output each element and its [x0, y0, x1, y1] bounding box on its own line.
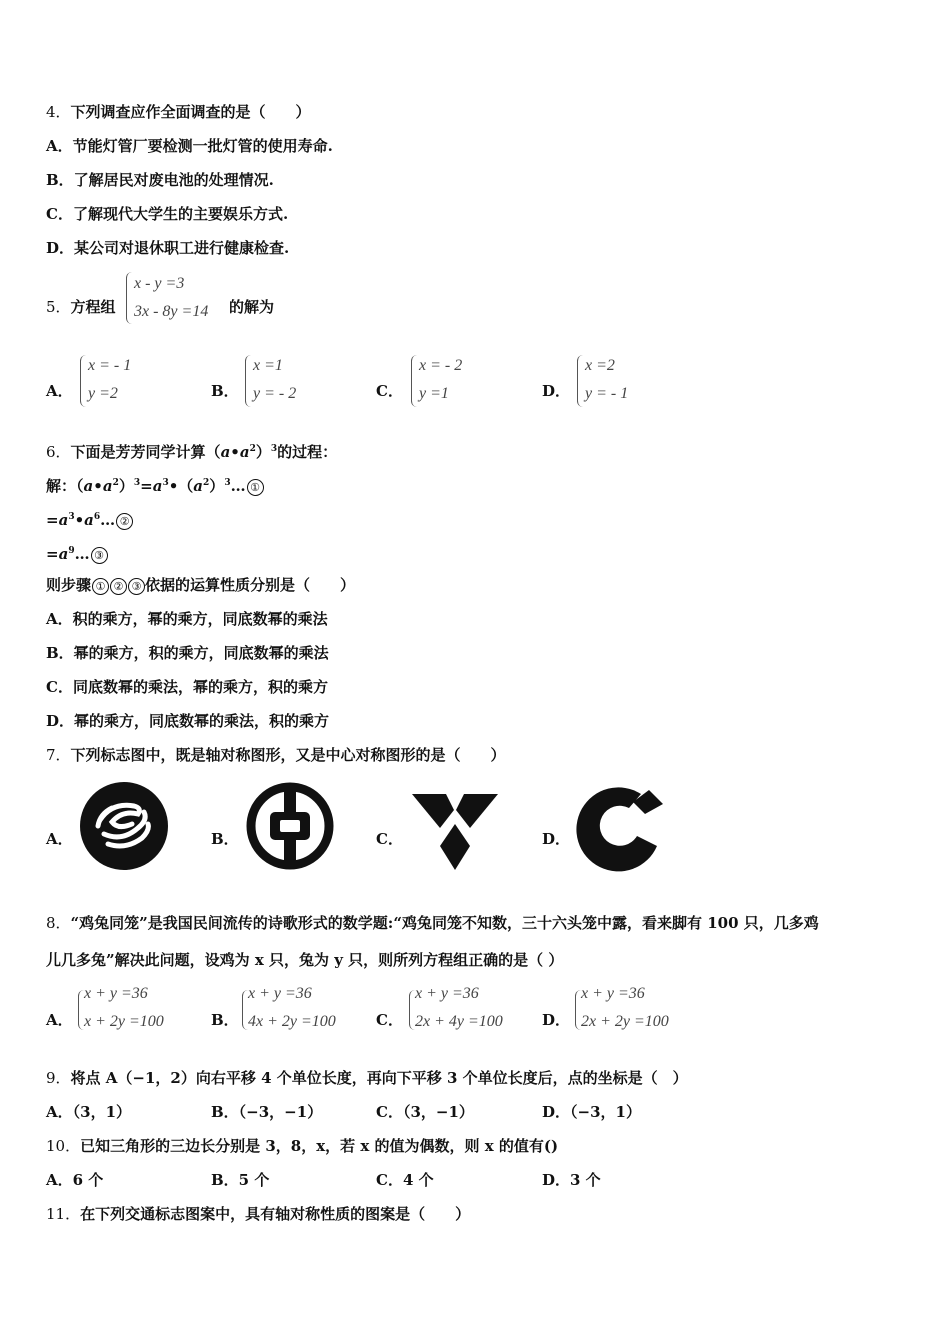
q6-step3-post: … — [74, 545, 90, 563]
q4-option-b: B．了解居民对废电池的处理情况. — [46, 171, 274, 189]
circled-3: ③ — [91, 547, 108, 564]
circled-2: ② — [116, 513, 133, 530]
q10-option-b: B．5 个 — [211, 1171, 270, 1189]
q4-option-a: A．节能灯管厂要检测一批灯管的使用寿命. — [46, 137, 333, 155]
q9-stem-text: 将点 A（−1，2）向右平移 4 个单位长度，再向下平移 3 个单位长度后，点的坐标是（ ） — [70, 1069, 688, 1087]
q7-option-d-letter: D． — [542, 830, 571, 848]
q6-ask — [46, 575, 355, 595]
q5-d-x: x =2 — [585, 357, 615, 374]
circled-2-ref: ② — [110, 578, 127, 595]
q6-step3-pre: = — [46, 545, 59, 563]
q5-option-b-system — [245, 352, 296, 408]
q4-stem — [46, 102, 311, 122]
q10-number: 10． — [46, 1137, 81, 1155]
circled-1-ref: ① — [92, 578, 109, 595]
china-mobile-logo — [78, 780, 170, 872]
q8-a-eq2: x + 2y =100 — [84, 1013, 164, 1030]
q4-option-c: C．了解现代大学生的主要娱乐方式. — [46, 205, 289, 223]
q5-d-y: y = - 1 — [585, 385, 629, 402]
q10-stem-text: 已知三角形的三边长分别是 3，8，x，若 x 的值为偶数，则 x 的值有() — [80, 1137, 559, 1155]
q5-stem-pre: 方程组 — [70, 298, 116, 316]
q5-option-a-letter: A． — [46, 382, 73, 400]
q8-d-eq2: 2x + 2y =100 — [581, 1013, 669, 1030]
q9-option-c: C．（3，−1） — [376, 1103, 474, 1121]
q6-option-b: B．幂的乘方，积的乘方，同底数幂的乘法 — [46, 644, 329, 662]
construction-bank-logo — [573, 780, 665, 872]
q5-b-x: x =1 — [253, 357, 283, 374]
q6-step2-pre: = — [46, 511, 59, 529]
q5-stem-post: 的解为 — [229, 298, 275, 316]
q8-option-b-system — [240, 980, 336, 1036]
q5-option-d-system — [577, 352, 628, 408]
q8-line1-text: “鸡兔同笼”是我国民间流传的诗歌形式的数学题:“鸡兔同笼不知数，三十六头笼中露，看来脚有 100 只，几多鸡 — [70, 914, 819, 932]
q5-option-c-letter: C． — [376, 382, 403, 400]
q6-option-a: A．积的乘方，幂的乘方，同底数幂的乘法 — [46, 610, 328, 628]
q5-b-y: y = - 2 — [253, 385, 297, 402]
q5-c-x: x = - 2 — [419, 357, 463, 374]
q9-option-d: D．（−3，1） — [542, 1103, 641, 1121]
q6-option-c: C．同底数幂的乘法，幂的乘方，积的乘方 — [46, 678, 328, 696]
q8-number: 8． — [46, 914, 71, 932]
q8-line1 — [46, 913, 819, 933]
q10-stem — [46, 1136, 558, 1156]
q4-stem-text: 下列调查应作全面调查的是（ ） — [70, 103, 311, 121]
q11-stem — [46, 1204, 470, 1224]
q5-a-x: x = - 1 — [88, 357, 132, 374]
q6-stem-post: 的过程： — [277, 443, 338, 461]
q6-option-d: D．幂的乘方，同底数幂的乘法，积的乘方 — [46, 712, 330, 730]
q11-stem-text: 在下列交通标志图案中，具有轴对称性质的图案是（ ） — [80, 1205, 471, 1223]
q5-number: 5． — [46, 298, 71, 316]
q9-option-a: A．（3，1） — [46, 1103, 132, 1121]
bank-of-china-logo — [244, 780, 336, 872]
circled-3-ref: ③ — [128, 578, 145, 595]
q9-option-b: B．（−3，−1） — [211, 1103, 323, 1121]
q5-a-y: y =2 — [88, 385, 118, 402]
q6-number: 6． — [46, 443, 71, 461]
q4-option-d: D．某公司对退休职工进行健康检查. — [46, 239, 290, 257]
q8-line2: 儿几多兔”解决此问题，设鸡为 x 只，兔为 y 只，则所列方程组正确的是（ ） — [46, 951, 564, 969]
q4-number: 4． — [46, 103, 71, 121]
triangle-diamond-logo — [410, 790, 500, 872]
q6-ask-pre: 则步骤 — [46, 576, 92, 594]
q6-step3: $=a^9\dots$ ③ — [46, 541, 108, 564]
q8-c-eq1: x + y =36 — [415, 985, 479, 1002]
q8-a-eq1: x + y =36 — [84, 985, 148, 1002]
q5-option-c-system — [411, 352, 462, 408]
q5-stem — [46, 297, 116, 317]
q8-option-a-letter: A． — [46, 1011, 73, 1029]
q5-option-d-letter: D． — [542, 382, 571, 400]
q7-option-a-letter: A． — [46, 830, 73, 848]
q7-option-b-letter: B． — [211, 830, 239, 848]
q10-option-a: A．6 个 — [46, 1171, 104, 1189]
q6-ask-post: 依据的运算性质分别是（ ） — [145, 576, 356, 594]
q8-d-eq1: x + y =36 — [581, 985, 645, 1002]
q5-option-b-letter: B． — [211, 382, 239, 400]
q5-system — [126, 270, 208, 326]
q11-number: 11． — [46, 1205, 81, 1223]
q6-stem-pre: 下面是芳芳同学计算（ — [70, 443, 221, 461]
q6-step1: 解：$(a•a^2)^3=a^3•(a^2)^3\dots$ ① — [46, 473, 264, 496]
q6-step1-post: … — [230, 477, 246, 495]
q6-step2: $=a^3•a^6\dots$ ② — [46, 507, 133, 530]
q10-option-c: C．4 个 — [376, 1171, 434, 1189]
q7-stem — [46, 745, 506, 765]
q8-b-eq2: 4x + 2y =100 — [248, 1013, 336, 1030]
q6-step1-pre: 解：（ — [46, 477, 84, 495]
q8-option-b-letter: B． — [211, 1011, 239, 1029]
q7-number: 7． — [46, 746, 71, 764]
q8-b-eq1: x + y =36 — [248, 985, 312, 1002]
q8-c-eq2: 2x + 4y =100 — [415, 1013, 503, 1030]
q5-c-y: y =1 — [419, 385, 449, 402]
circled-1: ① — [247, 479, 264, 496]
q6-step2-post: … — [100, 511, 116, 529]
q8-option-a-system — [76, 980, 164, 1036]
q8-option-d-system — [573, 980, 669, 1036]
q8-option-d-letter: D． — [542, 1011, 571, 1029]
q6-stem: 6．下面是芳芳同学计算$(a•a^2)^3$的过程： — [46, 443, 338, 461]
q5-system-eq1: x - y =3 — [134, 275, 185, 292]
q5-system-eq2: 3x - 8y =14 — [134, 303, 209, 320]
q9-number: 9． — [46, 1069, 71, 1087]
q10-option-d: D．3 个 — [542, 1171, 601, 1189]
q8-option-c-letter: C． — [376, 1011, 403, 1029]
q7-option-c-letter: C． — [376, 830, 403, 848]
q8-option-c-system — [407, 980, 503, 1036]
q7-stem-text: 下列标志图中，既是轴对称图形，又是中心对称图形的是（ ） — [70, 746, 506, 764]
q9-stem — [46, 1068, 688, 1088]
q5-option-a-system — [80, 352, 131, 408]
